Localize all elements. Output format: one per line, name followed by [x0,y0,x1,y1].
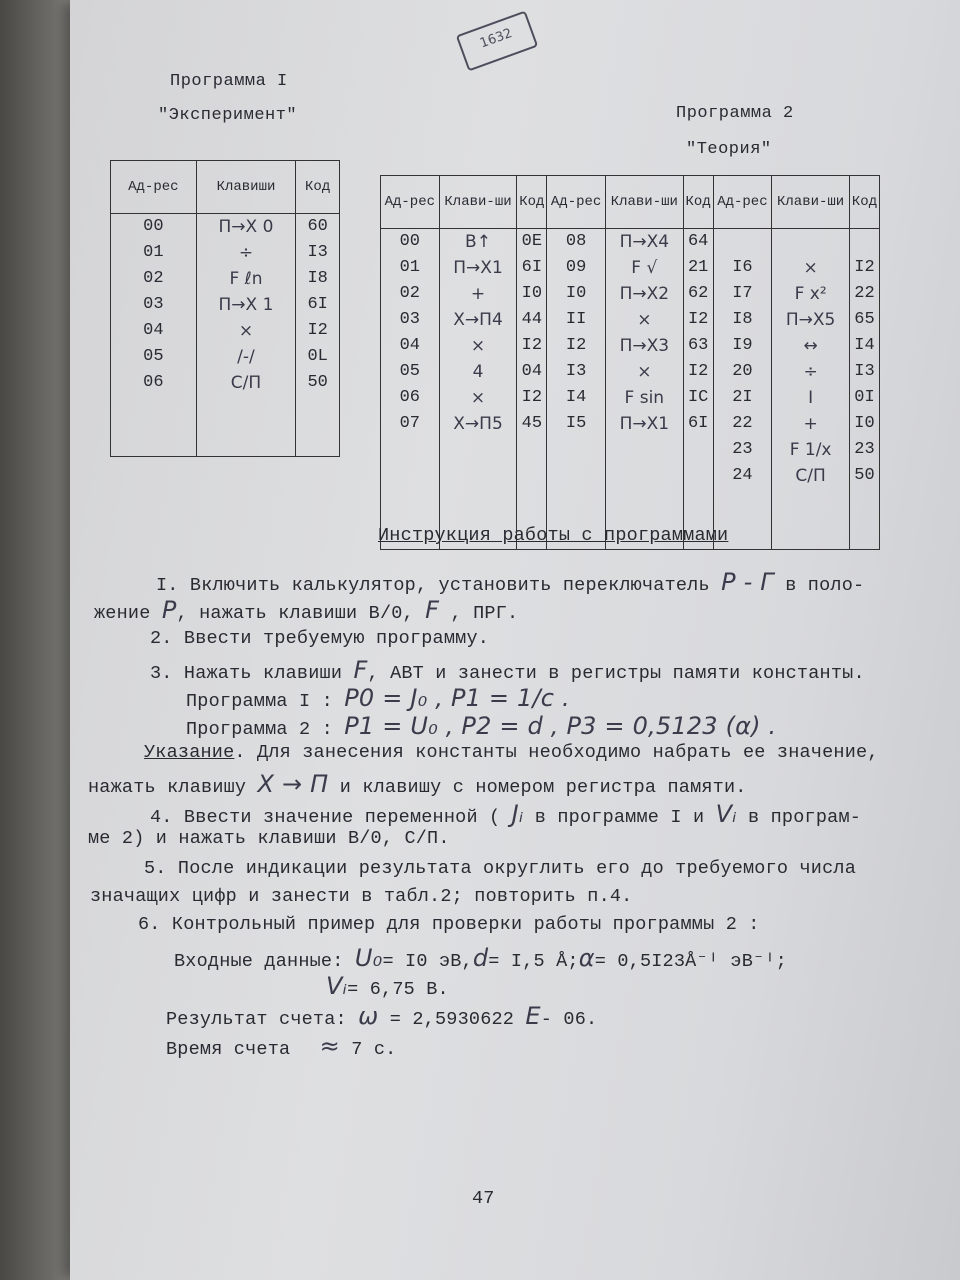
table-row [381,255,880,281]
v-handwritten: Vᵢ [715,800,737,828]
table-filler-row [111,396,340,457]
program1-header-row [111,161,340,214]
table-cell: 62 [683,281,713,307]
program1-header-1: Клавиши [196,161,296,214]
program2-subtitle: "Теория" [686,140,772,159]
instruction-line-5 [186,684,570,712]
table-cell: × [605,307,683,333]
table-cell [381,437,440,463]
table-cell [439,463,517,489]
l17-text-a: Время счета [166,1039,291,1060]
table-cell: 0E [517,229,547,256]
table-cell: С/П [772,463,850,489]
instruction-line-15 [326,972,449,1000]
table-cell: 21 [683,255,713,281]
table-cell: I0 [547,281,606,307]
l9-text-c: в програм- [748,807,862,828]
table-cell: 44 [517,307,547,333]
table-cell: С/П [196,370,296,396]
instructions-heading: Инструкция работы с программами [378,525,729,546]
table-cell: П→Х 0 [196,214,296,241]
table-cell: × [439,385,517,411]
omega-handwritten: ω [358,1002,379,1030]
table-cell: IC [683,385,713,411]
program2-title: Программа 2 [676,104,794,123]
l14-text-b: = I0 эВ, [382,951,473,972]
table-cell [683,437,713,463]
table-cell [713,229,772,256]
table-cell: 2I [713,385,772,411]
table-cell: 50 [296,370,340,396]
table-row [111,370,340,396]
table-cell: I0 [850,411,880,437]
document-page [70,0,960,1280]
table-cell: 02 [111,266,197,292]
table-cell: I [772,385,850,411]
switch-position-handwritten: Р - Г [721,568,774,596]
table-row [111,266,340,292]
table-cell: П→Х3 [605,333,683,359]
table-cell: 01 [111,240,197,266]
table-row [381,437,880,463]
note-text-a: . Для занесения константы необходимо набрать ее значение, [234,742,879,763]
l1-text-a: I. Включить калькулятор, установить переключатель [156,575,710,596]
table-cell: 22 [713,411,772,437]
table-cell: I4 [547,385,606,411]
program2-header-4: Клави-ши [605,176,683,229]
j-handwritten: Jᵢ [511,800,524,828]
table-cell [439,437,517,463]
table-row [381,463,880,489]
program2-header-0: Ад-рес [381,176,440,229]
instruction-line-11: 5. После индикации результата округлить его до требуемого числа [144,858,857,879]
table-cell: 64 [683,229,713,256]
program1-table [110,160,340,457]
table-cell: F х² [772,281,850,307]
table-cell: 03 [381,307,440,333]
program1-title: Программа I [170,72,288,91]
table-cell: I8 [713,307,772,333]
table-row [381,411,880,437]
note-label: Указание [144,742,235,763]
l15-text-b: = 6,75 В. [347,979,449,1000]
table-cell [517,437,547,463]
table-row [381,281,880,307]
table-cell: I7 [713,281,772,307]
x-to-p-handwritten: Х → П [257,770,329,798]
table-cell: 02 [381,281,440,307]
l16-text-c: - 06. [540,1009,598,1030]
l2-text-a: жение [94,603,151,624]
instruction-line-16 [166,1002,597,1030]
table-row [381,229,880,256]
table-cell: /-/ [196,344,296,370]
table-cell: 00 [381,229,440,256]
program1-header-0: Ад-рес [111,161,197,214]
table-cell: F √ [605,255,683,281]
instruction-line-10: ме 2) и нажать клавиши В/0, С/П. [88,828,450,849]
table-cell [850,229,880,256]
table-cell: I0 [517,281,547,307]
l14-text-d: = 0,5I23Å⁻ᴵ эВ⁻ᴵ; [594,951,787,972]
table-cell: × [605,359,683,385]
table-row [111,214,340,241]
table-cell: 20 [713,359,772,385]
table-cell [547,463,606,489]
table-cell: I4 [850,333,880,359]
table-cell [772,229,850,256]
table-row [111,344,340,370]
table-row [381,333,880,359]
f-handwritten: F [425,596,440,624]
alpha-handwritten: α [578,944,595,972]
program2-table [380,175,880,550]
l16-text-a: Результат счета: [166,1009,347,1030]
table-cell: 63 [683,333,713,359]
instruction-line-3: 2. Ввести требуемую программу. [150,628,490,649]
table-cell: ↔ [772,333,850,359]
table-cell: 6I [296,292,340,318]
table-cell: × [772,255,850,281]
instruction-line-4 [150,656,865,684]
instruction-line-14 [174,944,787,972]
page-number: 47 [472,1188,495,1209]
table-cell: 60 [296,214,340,241]
l14-text-a: Входные данные: [174,951,344,972]
table-cell: F sin [605,385,683,411]
table-cell: × [196,318,296,344]
table-cell: 0I [850,385,880,411]
l9-text-b: в программе I и [534,807,705,828]
table-cell: F ℓn [196,266,296,292]
instruction-line-9 [150,800,861,828]
table-cell: 08 [547,229,606,256]
table-cell: I3 [850,359,880,385]
instruction-line-17 [166,1032,396,1060]
table-cell: 6I [517,255,547,281]
table-cell [605,437,683,463]
table-cell: П→Х5 [772,307,850,333]
l5-text-a: Программа I : [186,691,333,712]
table-cell: 04 [111,318,197,344]
note-line-2 [88,770,747,798]
table-cell: 04 [517,359,547,385]
table-cell: I6 [713,255,772,281]
note-text-b2: и клавишу с номером регистра памяти. [339,777,747,798]
table-cell: 00 [111,214,197,241]
table-cell: 05 [111,344,197,370]
f-handwritten-2: F [353,656,368,684]
table-cell: 23 [850,437,880,463]
vi-handwritten: Vᵢ [326,972,348,1000]
inventory-stamp: 1632 [456,10,539,71]
table-cell: I8 [296,266,340,292]
program2-header-3: Ад-рес [547,176,606,229]
l17-text-b: 7 с. [351,1039,397,1060]
table-cell: 04 [381,333,440,359]
table-cell [850,489,880,550]
table-cell: П→Х4 [605,229,683,256]
table-cell: 65 [850,307,880,333]
table-cell: I2 [296,318,340,344]
table-cell: + [439,281,517,307]
instruction-line-13: 6. Контрольный пример для проверки работы программы 2 : [138,914,760,935]
instruction-line-2 [94,596,518,624]
program1-header-2: Код [296,161,340,214]
table-cell: 05 [381,359,440,385]
table-cell: В↑ [439,229,517,256]
table-cell: 4 [439,359,517,385]
table-cell: ÷ [196,240,296,266]
table-cell [296,396,340,457]
table-cell [517,463,547,489]
table-cell: I2 [683,307,713,333]
table-row [381,359,880,385]
table-cell: 06 [381,385,440,411]
table-cell: 50 [850,463,880,489]
l1-text-b: в поло- [785,575,865,596]
table-row [381,385,880,411]
table-cell: 45 [517,411,547,437]
program2-header-row [381,176,880,229]
table-cell: I3 [547,359,606,385]
instruction-line-6 [186,712,776,740]
l4-text-a: 3. Нажать клавиши [150,663,343,684]
instruction-line-12: значащих цифр и занести в табл.2; повторить п.4. [90,886,633,907]
l14-text-c: = I,5 Å; [488,951,579,972]
program2-header-8: Код [850,176,880,229]
table-cell: I9 [713,333,772,359]
table-cell: 01 [381,255,440,281]
program2-header-7: Клави-ши [772,176,850,229]
instruction-line-1 [156,568,864,596]
table-cell: П→Х2 [605,281,683,307]
l2-text-c: , ПРГ. [450,603,519,624]
table-cell: П→Х 1 [196,292,296,318]
table-cell: × [439,333,517,359]
table-cell: I2 [517,333,547,359]
note-text-b1: нажать клавишу [88,777,247,798]
table-cell: I2 [850,255,880,281]
note-line-1 [144,742,879,763]
table-cell [772,489,850,550]
table-cell [683,463,713,489]
program1-subtitle: "Эксперимент" [158,106,298,125]
table-cell: 09 [547,255,606,281]
approx-handwritten: ≈ [319,1032,340,1060]
table-cell: I5 [547,411,606,437]
table-cell: 22 [850,281,880,307]
program2-constants-handwritten: Р1 = U₀ , Р2 = d , Р3 = 0,5123 (α) . [344,712,777,740]
table-cell [381,463,440,489]
l9-text-a: 4. Ввести значение переменной ( [150,807,501,828]
table-cell [111,396,197,457]
table-cell [196,396,296,457]
table-cell: I2 [517,385,547,411]
p-handwritten: Р [161,596,177,624]
l4-text-b: , АВТ и занести в регистры памяти константы. [367,663,865,684]
table-row [111,318,340,344]
table-cell: П→Х1 [605,411,683,437]
l16-text-b: = 2,5930622 [389,1009,515,1030]
table-cell: П→Х1 [439,255,517,281]
table-cell: + [772,411,850,437]
table-cell: Х→П4 [439,307,517,333]
table-cell: 03 [111,292,197,318]
d-handwritten: d [472,944,489,972]
l2-text-b: , нажать клавиши В/0, [176,603,414,624]
table-cell: F 1/х [772,437,850,463]
table-cell: I2 [683,359,713,385]
table-cell: 23 [713,437,772,463]
table-cell [605,463,683,489]
table-cell: 06 [111,370,197,396]
u0-handwritten: U₀ [354,944,383,972]
table-cell: I3 [296,240,340,266]
table-cell: 24 [713,463,772,489]
table-cell: ÷ [772,359,850,385]
table-row [111,292,340,318]
table-cell: 0L [296,344,340,370]
l6-text-a: Программа 2 : [186,719,333,740]
e-handwritten: E [525,1002,541,1030]
table-row [111,240,340,266]
program2-header-6: Ад-рес [713,176,772,229]
program1-constants-handwritten: Р0 = J₀ , Р1 = 1/с . [344,684,570,712]
program2-header-2: Код [517,176,547,229]
table-cell: Х→П5 [439,411,517,437]
page-edge-shadow [0,0,70,1280]
table-cell: II [547,307,606,333]
program2-header-1: Клави-ши [439,176,517,229]
table-row [381,307,880,333]
program2-header-5: Код [683,176,713,229]
table-cell [547,437,606,463]
table-cell: I2 [547,333,606,359]
table-cell: 07 [381,411,440,437]
table-cell: 6I [683,411,713,437]
